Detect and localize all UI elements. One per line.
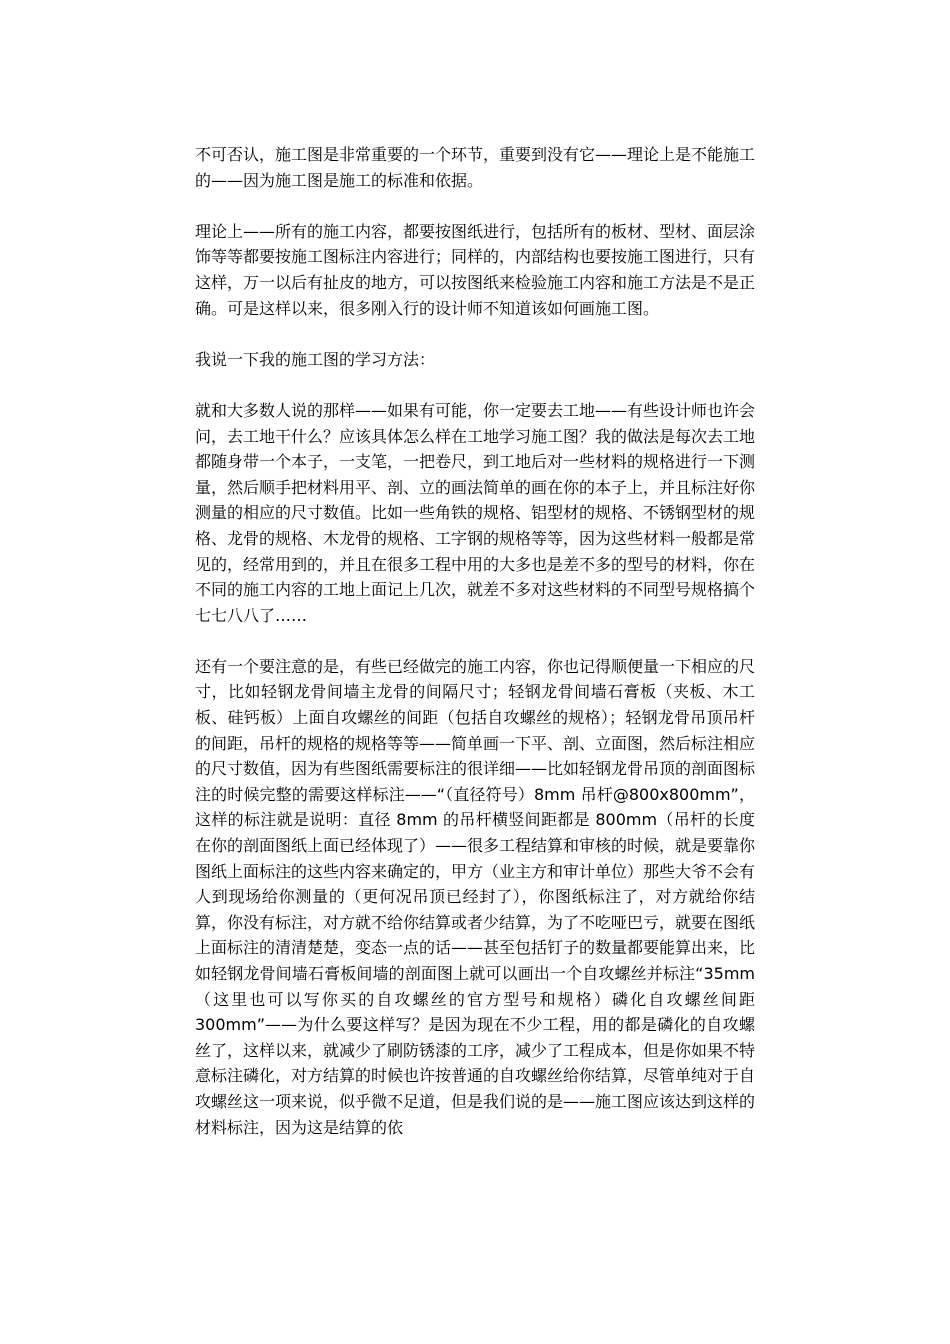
document-body bbox=[195, 142, 755, 1140]
paragraph-gap bbox=[195, 372, 755, 398]
paragraph-site-visit: 就和大多数人说的那样——如果有可能，你一定要去工地——有些设计师也许会问，去工地干什么？应该具体怎么样在工地学习施工图？我的做法是每次去工地都随身带一个本子，一支笔，一把卷尺，到工地后对一些材料的规格进行一下测量，然后顺手把材料用平、剖、立的画法简单的画在你的本子上，并且标注好你测量的相应的尺寸数值。比如一些角铁的规格、铝型材的规格、不锈钢型材的规格、龙骨的规格、木龙骨的规格、工字钢的规格等等，因为这些材料一般都是常见的，经常用到的，并且在很多工程中用的大多也是差不多的型号的材料，你在不同的施工内容的工地上面记上几次，就差不多对这些材料的不同型号规格搞个七七八八了…… bbox=[195, 400, 756, 625]
paragraph-method-heading: 我说一下我的施工图的学习方法： bbox=[195, 349, 436, 369]
paragraph-measurement: 还有一个要注意的是，有些已经做完的施工内容，你也记得顺便量一下相应的尺寸，比如轻钢龙骨间墙主龙骨的间隔尺寸；轻钢龙骨间墙石膏板（夹板、木工板、硅钙板）上面自攻螺丝的间距（包括自攻螺丝的规格）；轻钢龙骨吊顶吊杆的间距，吊杆的规格的规格等等——简单画一下平、剖、立面图，然后标注相应的尺寸数值，因为有些图纸需要标注的很详细——比如轻钢龙骨吊顶的剖面图标注的时候完整的需要这样标注——“（直径符号）8mm 吊杆@800x800mm”，这样的标注就是说明：直径 8mm 的吊杆横竖间距都是 800mm（吊杆的长度在你的剖面图纸上面已经体现了）——很多工程结算和审核的时候，就是要靠你图纸上面标注的这些内容来确定的，甲方（业主方和审计单位）那些大爷不会有人到现场给你测量的（更何况吊顶已经封了），你图纸标注了，对方就给你结算，你没有标注，对方就不给你结算或者少结算，为了不吃哑巴亏，就要在图纸上面标注的清清楚楚，变态一点的话——甚至包括钉子的数量都要能算出来，比如轻钢龙骨间墙石膏板间墙的剖面图上就可以画出一个自攻螺丝并标注“35mm（这里也可以写你买的自攻螺丝的官方型号和规格）磷化自攻螺丝间距 300mm”——为什么要这样写？是因为现在不少工程，用的都是磷化的自攻螺丝了，这样以来，就减少了刷防锈漆的工序，减少了工程成本，但是你如果不特意标注磷化，对方结算的时候也许按普通的自攻螺丝给你结算，尽管单纯对于自攻螺丝这一项来说，似乎微不足道，但是我们说的是——施工图应该达到这样的材料标注，因为这是结算的依 bbox=[195, 656, 756, 1137]
paragraph-intro: 不可否认，施工图是非常重要的一个环节，重要到没有它——理论上是不能施工的——因为施工图是施工的标准和依据。 bbox=[195, 145, 756, 190]
paragraph-gap bbox=[195, 628, 755, 654]
paragraph-theory: 理论上——所有的施工内容，都要按图纸进行，包括所有的板材、型材、面层涂饰等等都要按施工图标注内容进行；同样的，内部结构也要按施工图进行，只有这样，万一以后有扯皮的地方，可以按图纸来检验施工内容和施工方法是不是正确。可是这样以来，很多刚入行的设计师不知道该如何画施工图。 bbox=[195, 221, 756, 318]
paragraph-gap bbox=[195, 193, 755, 219]
paragraph-gap bbox=[195, 321, 755, 347]
